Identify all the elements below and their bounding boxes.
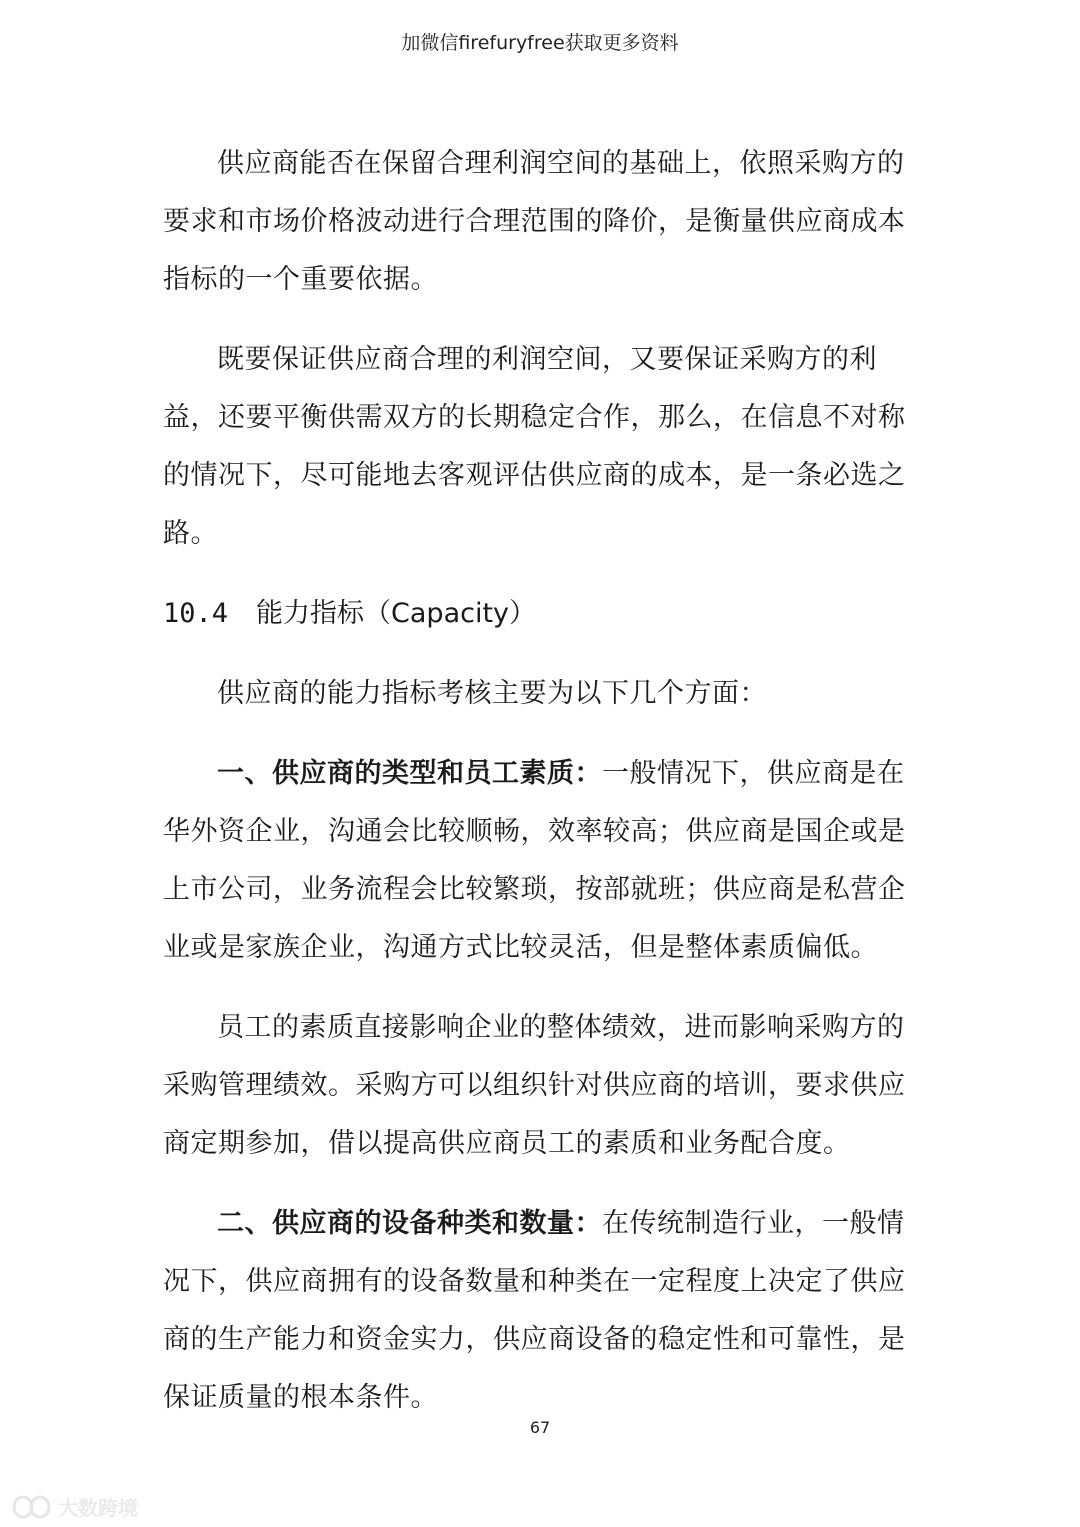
watermark-text: 大数跨境 — [58, 1496, 138, 1520]
item-2-lead: 二、供应商的设备种类和数量： — [217, 1208, 602, 1239]
section-number: 10.4 — [163, 598, 229, 629]
item-1-lead: 一、供应商的类型和员工素质： — [217, 758, 602, 789]
item-2-text: 在传统制造行业，一般情况下，供应商拥有的设备数量和种类在一定程度上决定了供应商的生产能力和资金实力，供应商设备的稳定性和可靠性，是保证质量的根本条件。 — [163, 1208, 906, 1413]
watermark — [12, 1492, 138, 1521]
paragraph-cost-reduction: 供应商能否在保留合理利润空间的基础上，依照采购方的要求和市场价格波动进行合理范围的降价，是衡量供应商成本指标的一个重要依据。 — [163, 148, 906, 295]
page-header: 加微信firefuryfree获取更多资料 — [401, 32, 679, 54]
paragraph-item-1-more: 员工的素质直接影响企业的整体绩效，进而影响采购方的采购管理绩效。采购方可以组织针对供应商的培训，要求供应商定期参加，借以提高供应商员工的素质和业务配合度。 — [163, 1012, 906, 1159]
item-1-text: 一般情况下，供应商是在华外资企业，沟通会比较顺畅，效率较高；供应商是国企或是上市公司，业务流程会比较繁琐，按部就班；供应商是私营企业或是家族企业，沟通方式比较灵活，但是整体素质偏低。 — [163, 758, 906, 963]
section-heading — [163, 585, 918, 643]
page-number: 67 — [529, 1418, 551, 1437]
paragraph-intro: 供应商的能力指标考核主要为以下几个方面： — [217, 678, 767, 709]
logo-icon — [12, 1494, 52, 1520]
document-body — [163, 135, 918, 1449]
paragraph-item-1 — [163, 745, 918, 977]
section-title: 能力指标（Capacity） — [256, 598, 537, 629]
paragraph-item-2 — [163, 1195, 918, 1427]
paragraph-cost-evaluation: 既要保证供应商合理的利润空间，又要保证采购方的利益，还要平衡供需双方的长期稳定合作，那么，在信息不对称的情况下，尽可能地去客观评估供应商的成本，是一条必选之路。 — [163, 344, 906, 549]
